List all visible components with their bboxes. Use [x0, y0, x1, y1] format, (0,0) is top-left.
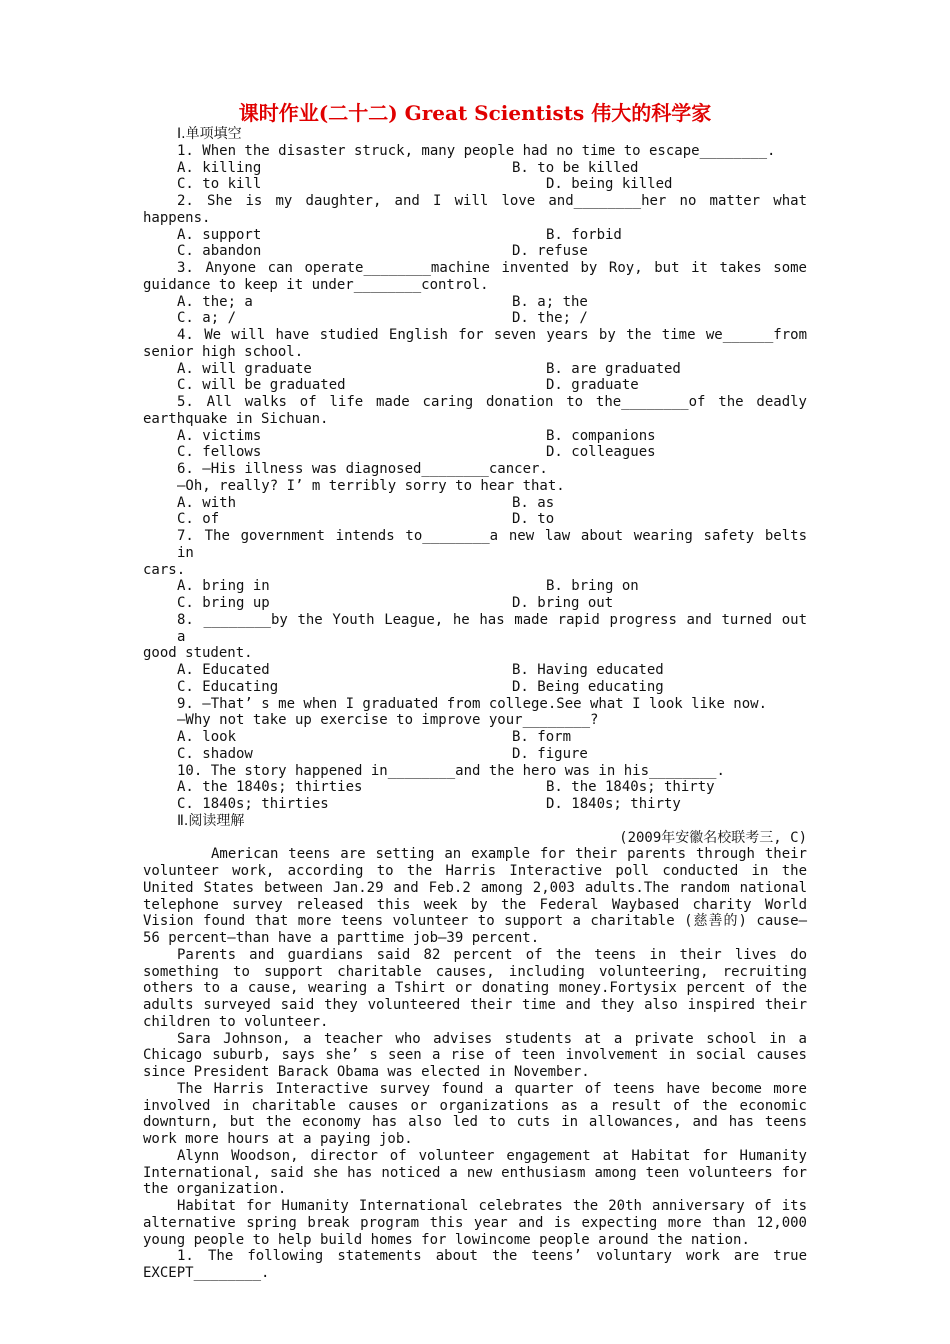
question-3: 3. Anyone can operate________machine invented by Roy, but it takes some — [177, 260, 807, 276]
option: C. a; / — [177, 310, 237, 327]
paragraph-line: involved in charitable causes or organizations as a result of the economic — [143, 1097, 807, 1114]
option: B. forbid — [546, 226, 622, 243]
reading-passage — [143, 846, 807, 1282]
section-heading-single-choice: Ⅰ.单项填空 — [177, 126, 242, 142]
page-title: 课时作业(二十二) Great Scientists 伟大的科学家 — [238, 101, 712, 125]
option: D. being killed — [546, 176, 673, 193]
paragraph-line: something to support charitable causes, including volunteering, recruiting — [143, 963, 807, 980]
section-heading-reading: Ⅱ.阅读理解 — [177, 812, 245, 829]
option: A. bring in — [177, 578, 270, 595]
paragraph-line: children to volunteer. — [143, 1013, 329, 1030]
paragraph-line: Alynn Woodson, director of volunteer engagement at Habitat for Humanity — [177, 1147, 807, 1164]
question-4-cont: senior high school. — [143, 343, 304, 360]
question-7: 7. The government intends to________a new law about wearing safety belts in — [177, 528, 807, 561]
option: D. the; / — [512, 310, 588, 327]
option: B. as — [512, 494, 555, 511]
option: A. Educated — [177, 662, 270, 678]
paragraph-line: American teens are setting an example for their parents through their — [211, 846, 807, 863]
paragraph-line: Vision found that more teens volunteer to support a charitable (慈善的) cause— — [143, 913, 807, 930]
paragraph-line: United States between Jan.29 and Feb.2 among 2,003 adults.The random national — [143, 879, 807, 896]
paragraph-line: International, said she has noticed a new enthusiasm among teen volunteers for — [143, 1164, 807, 1181]
paragraph-line: since President Barack Obama was elected in November. — [143, 1064, 590, 1080]
option: B. are graduated — [546, 360, 681, 377]
question-6: 6. —His illness was diagnosed________cancer. — [177, 461, 548, 477]
option: A. will graduate — [177, 360, 312, 377]
option: B. to be killed — [512, 159, 639, 176]
option: C. 1840s; thirties — [177, 796, 329, 812]
paragraph-line: Parents and guardians said 82 percent of the teens in their lives do — [177, 946, 807, 963]
option: A. support — [177, 226, 262, 243]
option: C. of — [177, 511, 220, 528]
option: D. graduate — [546, 377, 639, 394]
question-3-cont: guidance to keep it under________control. — [143, 276, 489, 293]
option: A. victims — [177, 427, 262, 444]
paragraph-line: work more hours at a paying job. — [143, 1131, 413, 1147]
question-2-cont: happens. — [143, 209, 211, 226]
option: A. the; a — [177, 293, 253, 310]
option: C. to kill — [177, 176, 262, 193]
option: D. bring out — [512, 595, 614, 611]
option: C. fellows — [177, 444, 262, 461]
question-8: 8. ________by the Youth League, he has made rapid progress and turned out a — [177, 611, 807, 645]
paragraph-line: Sara Johnson, a teacher who advises students at a private school in a — [177, 1030, 807, 1047]
question-7-cont: cars. — [143, 561, 186, 578]
option: B. Having educated — [512, 662, 664, 678]
paragraph-line: The Harris Interactive survey found a quarter of teens have become more — [177, 1080, 807, 1097]
option: D. colleagues — [546, 444, 656, 461]
reading-question-1: 1. The following statements about the teens’ voluntary work are true — [177, 1248, 807, 1265]
option: A. look — [177, 729, 237, 745]
paragraph-line: adults surveyed said they volunteered their time and they also inspired their — [143, 997, 807, 1013]
option: D. Being educating — [512, 678, 664, 695]
passage-source: (2009年安徽名校联考三, C) — [619, 829, 807, 846]
option: B. bring on — [546, 578, 639, 595]
paragraph-line: alternative spring break program this year and is expecting more than 12,000 — [143, 1214, 807, 1231]
question-8-cont: good student. — [143, 645, 253, 662]
paragraph-line: telephone survey released this week by the Federal Waybased charity World — [143, 896, 807, 913]
option: A. with — [177, 494, 237, 511]
option: B. the 1840s; thirty — [546, 779, 715, 796]
paragraph-line: 56 percent—than have a parttime job—39 percent. — [143, 930, 540, 946]
option: C. will be graduated — [177, 377, 346, 394]
paragraph-line: others to a cause, wearing a Tshirt or donating money.Fortysix percent of the — [143, 980, 807, 997]
paragraph-line: Habitat for Humanity International celebrates the 20th anniversary of its — [177, 1198, 807, 1214]
option: B. companions — [546, 427, 656, 444]
question-1: 1. When the disaster struck, many people had no time to escape________. — [177, 142, 776, 159]
worksheet — [143, 100, 807, 1282]
option: D. 1840s; thirty — [546, 796, 681, 812]
question-5-cont: earthquake in Sichuan. — [143, 410, 329, 427]
option: D. figure — [512, 745, 588, 762]
question-9: 9. —That’ s me when I graduated from college.See what I look like now. — [177, 695, 768, 712]
paragraph-line: Chicago suburb, says she’ s seen a rise of teen involvement in social causes — [143, 1047, 807, 1064]
option: A. the 1840s; thirties — [177, 779, 363, 796]
question-10: 10. The story happened in________and the hero was in his________. — [177, 762, 725, 779]
paragraph-line: the organization. — [143, 1181, 287, 1198]
paragraph-line: young people to help build homes for lowincome people around the nation. — [143, 1231, 750, 1248]
paragraph-line: downturn, but the economy has also led to cuts in allowances, and has teens — [143, 1114, 807, 1131]
option: C. Educating — [177, 678, 279, 695]
option: D. refuse — [512, 243, 588, 260]
option: C. shadow — [177, 745, 253, 762]
question-9-cont: —Why not take up exercise to improve your________? — [177, 712, 599, 729]
question-2: 2. She is my daughter, and I will love and________her no matter what — [177, 193, 807, 209]
question-4: 4. We will have studied English for seven years by the time we______from — [177, 327, 807, 343]
option: B. a; the — [512, 293, 588, 310]
option: A. killing — [177, 159, 262, 176]
question-5: 5. All walks of life made caring donation to the________of the deadly — [177, 394, 807, 410]
option: C. bring up — [177, 595, 270, 611]
question-6-cont: —Oh, really? I’ m terribly sorry to hear that. — [177, 477, 565, 494]
reading-question-1-cont: EXCEPT________. — [143, 1265, 270, 1281]
option: D. to — [512, 511, 555, 528]
option: C. abandon — [177, 243, 262, 260]
paragraph-line: volunteer work, according to the Harris Interactive poll conducted in the — [143, 863, 807, 879]
option: B. form — [512, 729, 572, 745]
